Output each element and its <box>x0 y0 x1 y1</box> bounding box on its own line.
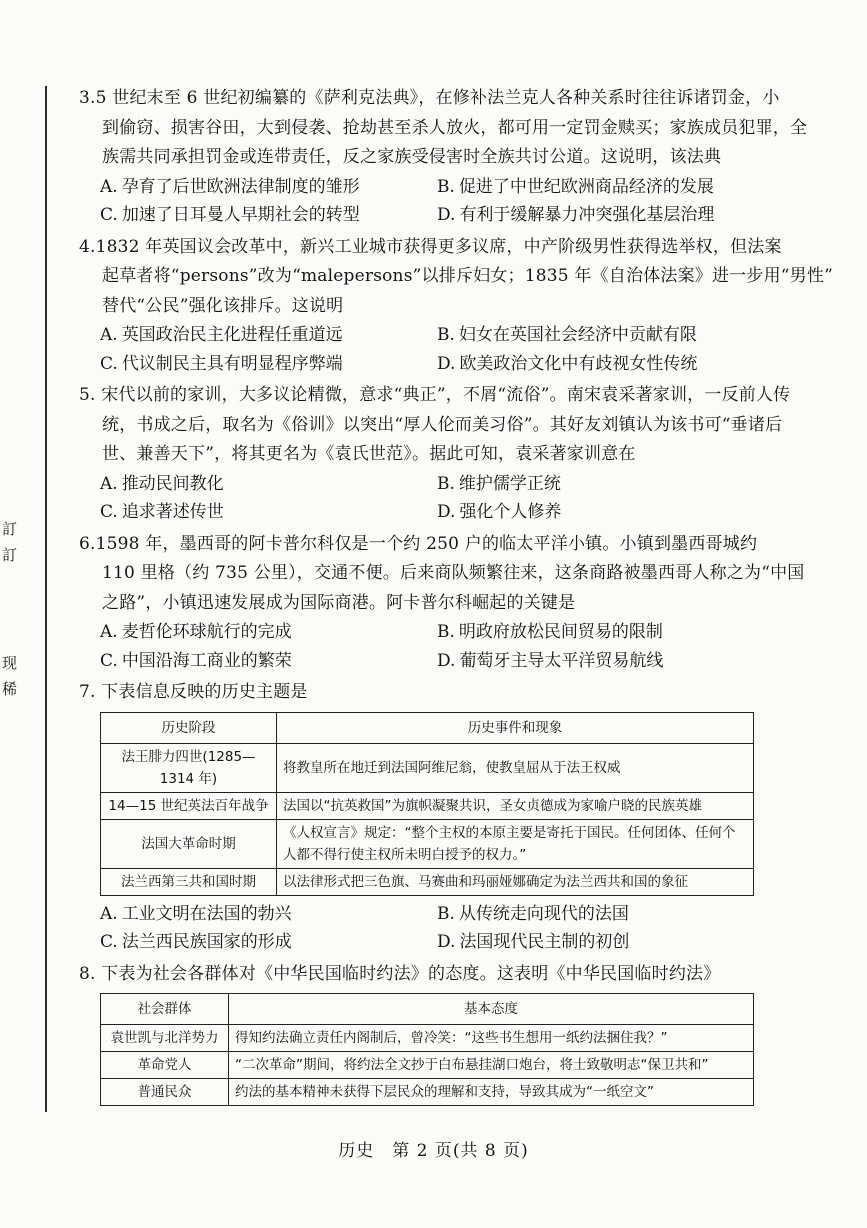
question-stem-line: 起草者将“persons”改为“malepersons”以排斥妇女；1835 年《自治体法案》进一步用“男性” <box>102 266 833 286</box>
option-b <box>437 470 777 499</box>
question-7 <box>80 678 760 957</box>
margin-char: 訂 <box>2 546 18 564</box>
option-c <box>100 498 437 527</box>
option-letter: C. <box>100 932 118 952</box>
option-letter: B. <box>437 473 455 494</box>
option-text: 推动民间教化 <box>121 473 224 494</box>
option-a <box>100 173 437 202</box>
table-cell: 得知约法确立责任内阁制后，曾冷笑：“这些书生想用一纸约法捆住我？” <box>229 1025 754 1052</box>
option-text: 欧美政治文化中有歧视女性传统 <box>459 353 698 374</box>
question-stem-line: 3.5 世纪末至 6 世纪初编纂的《萨利克法典》，在修补法兰克人各种关系时往往诉诸罚金，小 <box>79 88 780 108</box>
table-cell: 约法的基本精神未获得下层民众的理解和支持，导致其成为“一纸空文” <box>229 1079 754 1106</box>
option-letter: A. <box>100 903 118 924</box>
option-text: 英国政治民主化进程任重道远 <box>121 325 343 345</box>
option-letter: C. <box>100 502 118 522</box>
table-cell: 以法律形式把三色旗、马赛曲和玛丽娅娜确定为法兰西共和国的象征 <box>277 868 754 895</box>
option-c <box>100 928 437 957</box>
option-a <box>100 470 437 499</box>
options <box>80 321 760 378</box>
option-b <box>437 900 777 929</box>
option-letter: C. <box>100 353 118 374</box>
option-c <box>100 201 437 230</box>
option-letter: D. <box>437 932 456 952</box>
exam-content <box>79 84 833 1110</box>
option-a <box>100 618 437 647</box>
option-d <box>437 201 777 230</box>
question-stem-line: 统，书成之后，取名为《俗训》以突出“厚人伦而美习俗”。其好友刘镇认为该书可“垂诸后 <box>102 414 783 435</box>
option-text: 加速了日耳曼人早期社会的转型 <box>121 205 360 225</box>
option-text: 从传统走向现代的法国 <box>458 903 629 924</box>
option-d <box>437 498 777 527</box>
option-letter: D. <box>437 650 456 671</box>
option-d <box>437 928 777 957</box>
option-letter: A. <box>100 622 118 642</box>
table-header: 历史阶段 <box>101 712 277 743</box>
binding-line <box>45 86 47 1112</box>
page-footer: 历史 第 2 页(共 8 页) <box>338 1141 529 1161</box>
question-stem-line: 5. 宋代以前的家训，大多议论精微，意求“典正”，不屑“流俗”。南宋袁采著家训，一反前人传 <box>79 385 791 405</box>
option-text: 法兰西民族国家的形成 <box>121 932 292 952</box>
table-header: 基本态度 <box>229 994 754 1025</box>
option-text: 葡萄牙主导太平洋贸易航线 <box>459 650 664 671</box>
table-cell: 革命党人 <box>101 1052 229 1079</box>
table-row <box>101 1079 754 1106</box>
option-b <box>437 173 777 202</box>
table-cell: 普通民众 <box>101 1079 229 1106</box>
option-a <box>100 900 437 929</box>
option-text: 追求著述传世 <box>121 502 224 522</box>
table-cell: 袁世凯与北洋势力 <box>101 1025 229 1052</box>
option-text: 促进了中世纪欧洲商品经济的发展 <box>458 176 714 197</box>
option-letter: A. <box>100 473 118 494</box>
question-6 <box>79 530 805 676</box>
table-row <box>101 743 754 792</box>
option-text: 妇女在英国社会经济中贡献有限 <box>458 325 697 345</box>
question-stem-line: 世、兼善天下”，将其更名为《袁氏世范》。据此可知，袁采著家训意在 <box>102 444 636 464</box>
question-3 <box>79 84 808 230</box>
option-text: 代议制民主具有明显程序弊端 <box>121 353 343 374</box>
options <box>80 173 760 230</box>
option-text: 孕育了后世欧洲法律制度的雏形 <box>121 176 360 197</box>
question-stem: 8. 下表为社会各群体对《中华民国临时约法》的态度。这表明《中华民国临时约法》 <box>79 963 721 984</box>
table-cell: 将教皇所在地迁到法国阿维尼翁，使教皇屈从于法王权威 <box>277 743 754 792</box>
options <box>80 470 760 527</box>
margin-char: 訂 <box>2 520 18 538</box>
option-letter: B. <box>437 622 455 642</box>
table-header: 社会群体 <box>101 994 229 1025</box>
option-letter: A. <box>100 176 118 197</box>
options <box>80 900 760 957</box>
question-stem-line: 110 里格（约 735 公里），交通不便。后来商队频繁往来，这条商路被墨西哥人称之为“中国 <box>102 563 805 583</box>
option-c <box>100 647 437 676</box>
history-table-q7 <box>100 712 754 896</box>
question-stem-line: 6.1598 年，墨西哥的阿卡普尔科仅是一个约 250 户的临太平洋小镇。小镇到墨西哥城约 <box>79 533 758 554</box>
option-text: 中国沿海工商业的繁荣 <box>121 650 292 671</box>
question-stem-line: 族需共同承担罚金或连带责任，反之家族受侵害时全族共讨公道。这说明，该法典 <box>102 147 722 167</box>
table-cell: “二次革命”期间，将约法全文抄于白布悬挂湖口炮台，将士致敬明志“保卫共和” <box>229 1052 754 1079</box>
option-letter: B. <box>437 176 455 197</box>
option-d <box>437 350 777 379</box>
question-list <box>79 84 833 675</box>
question-4 <box>79 233 833 379</box>
question-stem-line: 到偷窃、损害谷田，大到侵袭、抢劫甚至杀人放火，都可用一定罚金赎买；家族成员犯罪，全 <box>102 117 808 138</box>
option-c <box>100 350 437 379</box>
table-header: 历史事件和现象 <box>277 712 754 743</box>
table-cell: 法兰西第三共和国时期 <box>101 868 277 895</box>
option-letter: C. <box>100 205 118 225</box>
table-row <box>101 792 754 819</box>
question-stem-line: 4.1832 年英国议会改革中，新兴工业城市获得更多议席，中产阶级男性获得选举权，但法案 <box>79 236 782 257</box>
option-letter: B. <box>437 325 455 345</box>
table-row <box>101 819 754 868</box>
table-row <box>101 1052 754 1079</box>
table-row <box>101 868 754 895</box>
question-stem-line: 之路”，小镇迅速发展成为国际商港。阿卡普尔科崛起的关键是 <box>102 592 576 613</box>
margin-char: 稀 <box>2 680 18 698</box>
history-table-q8 <box>100 993 754 1106</box>
table-cell: 14—15 世纪英法百年战争 <box>101 792 277 819</box>
option-letter: D. <box>437 353 456 374</box>
option-b <box>437 321 777 350</box>
option-text: 强化个人修养 <box>459 502 562 522</box>
option-letter: A. <box>100 325 118 345</box>
question-8 <box>80 960 760 1107</box>
question-stem: 7. 下表信息反映的历史主题是 <box>79 682 308 702</box>
option-text: 工业文明在法国的勃兴 <box>121 903 292 924</box>
option-b <box>437 618 777 647</box>
option-text: 麦哲伦环球航行的完成 <box>121 622 292 642</box>
option-letter: B. <box>437 903 455 924</box>
table-row <box>101 1025 754 1052</box>
table-cell: 法国以“抗英救国”为旗帜凝聚共识，圣女贞德成为家喻户晓的民族英雄 <box>277 792 754 819</box>
option-text: 法国现代民主制的初创 <box>459 932 630 952</box>
option-letter: D. <box>437 205 456 225</box>
table-cell: 法国大革命时期 <box>101 819 277 868</box>
option-letter: D. <box>437 502 456 522</box>
option-letter: C. <box>100 650 118 671</box>
option-text: 明政府放松民间贸易的限制 <box>458 622 663 642</box>
option-text: 有利于缓解暴力冲突强化基层治理 <box>459 205 715 225</box>
option-a <box>100 321 437 350</box>
question-stem-line: 替代“公民”强化该排斥。这说明 <box>102 295 344 316</box>
option-text: 维护儒学正统 <box>458 473 561 494</box>
table-cell: 法王腓力四世(1285—1314 年) <box>101 743 277 792</box>
question-5 <box>79 381 791 527</box>
options <box>80 618 760 675</box>
margin-char: 现 <box>2 654 18 672</box>
option-d <box>437 647 777 676</box>
table-cell: 《人权宣言》规定：“整个主权的本原主要是寄托于国民。任何团体、任何个人都不得行使主权所未明白授予的权力。” <box>277 819 754 868</box>
